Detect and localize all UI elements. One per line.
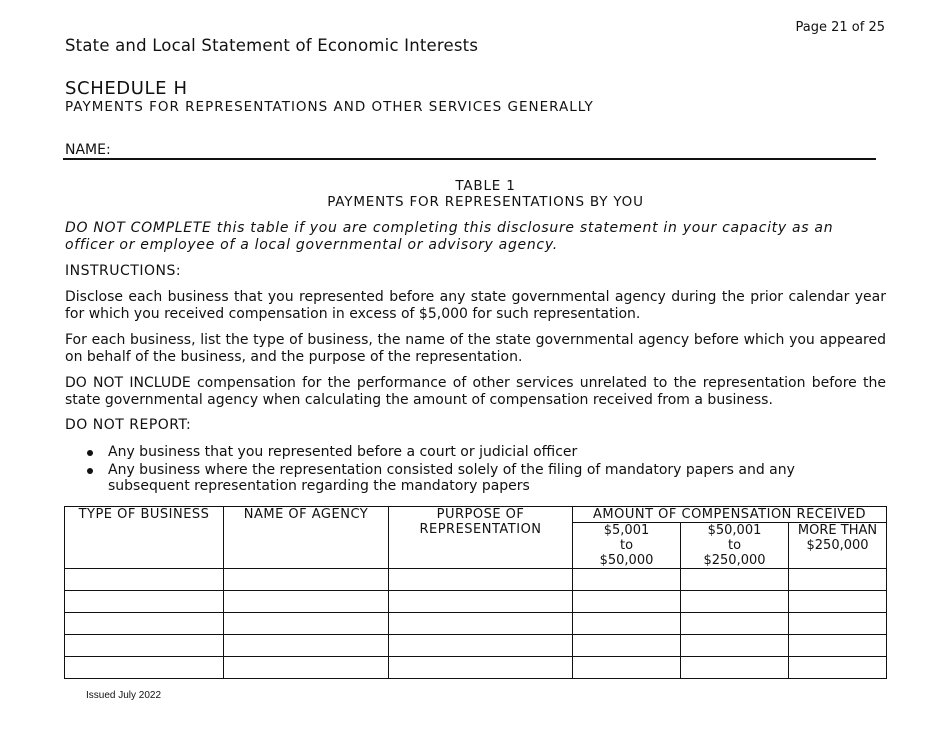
header-range-5001-50000: $5,001 to $50,000	[573, 523, 681, 569]
table-cell[interactable]	[65, 613, 224, 635]
table-cell[interactable]	[389, 613, 573, 635]
header-range-over-250000: MORE THAN $250,000	[789, 523, 887, 569]
table-row	[65, 657, 887, 679]
table-cell[interactable]	[389, 569, 573, 591]
do-not-report-label: DO NOT REPORT:	[65, 417, 192, 433]
table-cell[interactable]	[789, 613, 887, 635]
table-cell[interactable]	[65, 569, 224, 591]
instruction-paragraph: For each business, list the type of business, the name of the state governmental agency before which you appeared on behalf of the business, and the purpose of the representation.	[65, 332, 886, 365]
table-cell[interactable]	[224, 569, 389, 591]
header-type-of-business: TYPE OF BUSINESS	[65, 507, 224, 569]
table-cell[interactable]	[224, 635, 389, 657]
bullet-icon	[87, 450, 93, 456]
schedule-title: SCHEDULE H	[65, 78, 188, 99]
table-cell[interactable]	[224, 657, 389, 679]
table-cell[interactable]	[389, 591, 573, 613]
header-range-50001-250000: $50,001 to $250,000	[681, 523, 789, 569]
table-cell[interactable]	[224, 591, 389, 613]
table-cell[interactable]	[789, 635, 887, 657]
table-cell[interactable]	[224, 613, 389, 635]
list-item	[87, 462, 847, 495]
table-title: PAYMENTS FOR REPRESENTATIONS BY YOU	[327, 194, 644, 210]
table-cell[interactable]	[789, 591, 887, 613]
table-cell[interactable]	[789, 657, 887, 679]
table-cell[interactable]	[389, 635, 573, 657]
table-row	[65, 569, 887, 591]
table-cell[interactable]	[573, 657, 681, 679]
table-row	[65, 613, 887, 635]
name-label: NAME:	[65, 142, 111, 158]
table-cell[interactable]	[573, 635, 681, 657]
list-item-text: Any business where the representation consisted solely of the filing of mandatory papers and any subsequent representation regarding the mandatory papers	[108, 461, 795, 494]
table-cell[interactable]	[681, 635, 789, 657]
table-number: TABLE 1	[455, 178, 516, 194]
name-field-line[interactable]	[63, 158, 876, 160]
table-cell[interactable]	[65, 591, 224, 613]
table-cell[interactable]	[681, 591, 789, 613]
bullet-icon	[87, 468, 93, 474]
schedule-subtitle: PAYMENTS FOR REPRESENTATIONS AND OTHER SERVICES GENERALLY	[65, 99, 594, 115]
header-purpose: PURPOSE OF REPRESENTATION	[389, 507, 573, 569]
instructions-label: INSTRUCTIONS:	[65, 263, 182, 279]
table-cell[interactable]	[681, 569, 789, 591]
list-item-text: Any business that you represented before a court or judicial officer	[108, 444, 578, 460]
table-cell[interactable]	[65, 657, 224, 679]
table-cell[interactable]	[573, 591, 681, 613]
compensation-table	[64, 506, 887, 679]
form-title: State and Local Statement of Economic Interests	[65, 36, 479, 55]
list-item	[87, 444, 847, 461]
table-row	[65, 591, 887, 613]
table-row	[65, 635, 887, 657]
do-not-report-list	[87, 444, 847, 496]
header-name-of-agency: NAME OF AGENCY	[224, 507, 389, 569]
table-cell[interactable]	[573, 613, 681, 635]
header-amount-of-compensation: AMOUNT OF COMPENSATION RECEIVED	[573, 507, 887, 523]
table-cell[interactable]	[681, 613, 789, 635]
table-cell[interactable]	[789, 569, 887, 591]
caution-text: DO NOT COMPLETE this table if you are completing this disclosure statement in your capacity as an officer or employee of a local governmental or advisory agency.	[65, 220, 834, 253]
table-cell[interactable]	[389, 657, 573, 679]
table-heading	[0, 178, 950, 210]
table-cell[interactable]	[65, 635, 224, 657]
instruction-paragraph: DO NOT INCLUDE compensation for the performance of other services unrelated to the representation before the state governmental agency when calculating the amount of compensation received from a business.	[65, 375, 886, 408]
issued-date: Issued July 2022	[86, 690, 162, 701]
page-number: Page 21 of 25	[795, 20, 885, 35]
table-cell[interactable]	[681, 657, 789, 679]
instruction-paragraph: Disclose each business that you represented before any state governmental agency during the prior calendar year for which you received compensation in excess of $5,000 for such representation.	[65, 289, 886, 322]
table-cell[interactable]	[573, 569, 681, 591]
